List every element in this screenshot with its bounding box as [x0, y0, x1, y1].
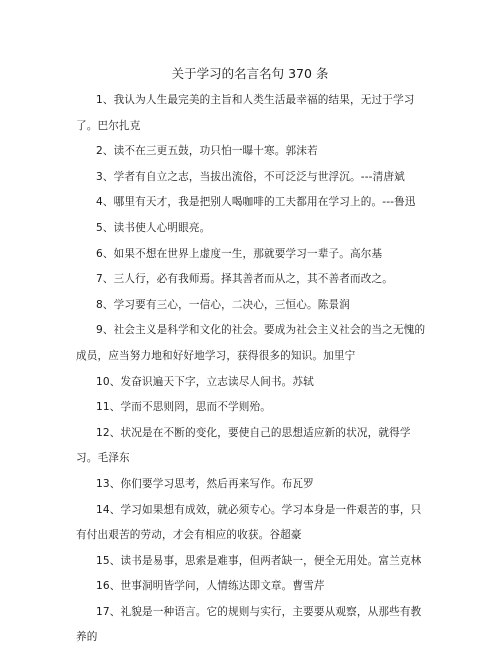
list-item: 17、礼貌是一种语言。它的规则与实行，主要要从观察，从那些有教养的: [76, 605, 422, 644]
document-title: 关于学习的名言名句 370 条: [171, 66, 329, 81]
list-item: 16、世事洞明皆学问，人情练达即文章。曹雪芹: [96, 580, 325, 593]
list-item: 8、学习要有三心，一信心，二决心，三恒心。陈景润: [96, 298, 350, 311]
list-item: 12、状况是在不断的变化，要使自己的思想适应新的状况，就得学习。毛泽东: [76, 426, 411, 465]
list-item: 1、我认为人生最完美的主旨和人类生活最幸福的结果，无过于学习了。巴尔扎克: [76, 94, 415, 132]
list-item: 4、哪里有天才，我是把别人喝咖啡的工夫都用在学习上的。---鲁迅: [96, 196, 416, 209]
list-item: 13、你们要学习思考，然后再来写作。布瓦罗: [96, 477, 314, 490]
list-item: 6、如果不想在世界上虚度一生，那就要学习一辈子。高尔基: [96, 247, 383, 260]
list-item: 11、学而不思则罔，思而不学则殆。: [96, 401, 271, 414]
list-item: 14、学习如果想有成效，就必须专心。学习本身是一件艰苦的事，只有付出艰苦的劳动，才会有相应的收获。谷超豪: [76, 503, 422, 542]
list-item: 9、社会主义是科学和文化的社会。要成为社会主义社会的当之无愧的成员，应当努力地和好好地学习，获得很多的知识。加里宁: [76, 324, 426, 362]
list-item: 10、发奋识遍天下字，立志读尽人间书。苏轼: [96, 375, 314, 388]
list-item: 15、读书是易事，思索是难事，但两者缺一，便全无用处。富兰克林: [96, 554, 422, 567]
list-item: 7、三人行，必有我师焉。择其善者而从之，其不善者而改之。: [96, 273, 393, 286]
list-item: 3、学者有自立之志，当拔出流俗，不可泛泛与世浮沉。---清唐斌: [96, 170, 405, 183]
list-item: 5、读书使人心明眼亮。: [96, 221, 211, 234]
list-item: 2、读不在三更五鼓，功只怕一曝十寒。郭沫若: [96, 145, 318, 158]
quote-list: [76, 88, 428, 651]
